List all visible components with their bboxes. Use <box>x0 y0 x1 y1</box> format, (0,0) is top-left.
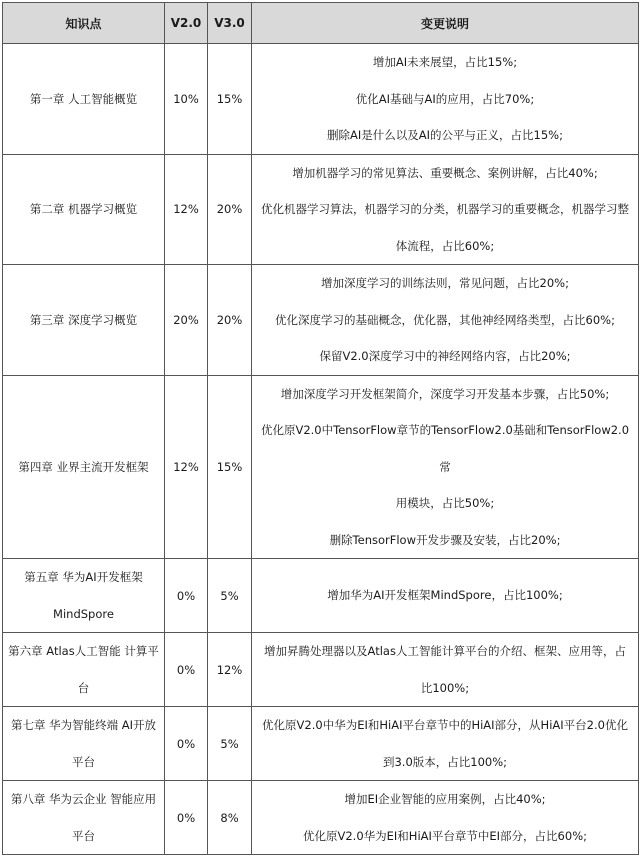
table-row <box>3 707 639 781</box>
chapter-cell <box>3 44 165 155</box>
chapter-line: 第二章 机器学习概览 <box>29 202 138 216</box>
change-line: 优化机器学习算法，机器学习的分类，机器学习的重要概念，机器学习整 <box>261 202 629 216</box>
v3-cell: 20% <box>208 265 252 376</box>
table-row <box>3 44 639 155</box>
change-line: 用模块，占比50%; <box>395 496 495 510</box>
v3-cell: 5% <box>208 559 252 633</box>
change-line: 增加华为AI开发框架MindSpore，占比100%; <box>327 588 563 603</box>
changes-cell <box>252 707 639 781</box>
changes-cell <box>252 633 639 707</box>
change-line: 增加深度学习的训练法则，常见问题，占比20%; <box>321 276 569 290</box>
chapter-line: 第五章 华为AI开发框架 <box>24 570 143 584</box>
v2-cell: 20% <box>165 265 208 376</box>
change-line: 增加EI企业智能的应用案例，占比40%; <box>344 792 546 806</box>
change-line: 优化深度学习的基础概念，优化器，其他神经网络类型，占比60%; <box>275 312 615 327</box>
v3-cell: 15% <box>208 44 252 155</box>
change-line: 优化原V2.0中华为EI和HiAI平台章节中的HiAI部分，从HiAI平台2.0优化 <box>262 718 628 732</box>
change-line: 保留V2.0深度学习中的神经网络内容，占比20%; <box>319 349 571 363</box>
change-line: 增加昇腾处理器以及Atlas人工智能计算平台的介绍、框架、应用等，占 <box>264 644 626 658</box>
v2-cell: 0% <box>165 781 208 855</box>
header-v2: V2.0 <box>165 3 208 44</box>
table-row <box>3 265 639 376</box>
chapter-line: 第六章 Atlas人工智能 <box>8 644 121 658</box>
chapter-line: 第一章 人工智能概览 <box>29 91 138 106</box>
chapter-line: 第三章 深度学习概览 <box>29 312 138 327</box>
header-v3: V3.0 <box>208 3 252 44</box>
chapter-line: 智能应用平台 <box>72 792 157 843</box>
v3-cell: 20% <box>208 154 252 265</box>
chapter-line: AI开放平台 <box>72 718 157 769</box>
chapter-cell <box>3 559 165 633</box>
change-line: 增加机器学习的常见算法、重要概念、案例讲解，占比40%; <box>292 165 598 180</box>
v3-cell: 8% <box>208 781 252 855</box>
table-row <box>3 781 639 855</box>
change-line: 到3.0版本，占比100%; <box>382 754 508 769</box>
change-line: 优化原V2.0华为EI和HiAI平台章节中EI部分，占比60%; <box>302 828 587 843</box>
change-line: 优化AI基础与AI的应用，占比70%; <box>355 91 535 106</box>
change-line: 增加深度学习开发框架简介，深度学习开发基本步骤，占比50%; <box>280 386 610 401</box>
v2-cell: 12% <box>165 154 208 265</box>
table-row <box>3 154 639 265</box>
header-desc: 变更说明 <box>252 3 639 44</box>
chapter-line: MindSpore <box>53 606 114 621</box>
table-row <box>3 559 639 633</box>
v2-cell: 12% <box>165 375 208 559</box>
chapter-cell <box>3 707 165 781</box>
changes-cell <box>252 265 639 376</box>
change-table <box>2 2 639 855</box>
chapter-line: 第八章 华为云企业 <box>10 792 107 806</box>
change-line: 优化原V2.0中TensorFlow章节的TensorFlow2.0基础和TensorFlow2.0常 <box>260 423 630 474</box>
change-line: 增加AI未来展望，占比15%; <box>372 55 518 69</box>
v2-cell: 0% <box>165 707 208 781</box>
v2-cell: 0% <box>165 559 208 633</box>
header-topic: 知识点 <box>3 3 165 44</box>
change-line: 体流程，占比60%; <box>395 238 495 253</box>
chapter-line: 计算平台 <box>77 644 159 695</box>
table-row <box>3 375 639 559</box>
chapter-line: 第七章 华为智能终端 <box>10 718 119 732</box>
v2-cell: 0% <box>165 633 208 707</box>
chapter-cell <box>3 781 165 855</box>
change-line: 删除AI是什么以及AI的公平与正义，占比15%; <box>327 128 563 142</box>
changes-cell <box>252 781 639 855</box>
changes-cell <box>252 375 639 559</box>
v3-cell: 12% <box>208 633 252 707</box>
v2-cell: 10% <box>165 44 208 155</box>
v3-cell: 15% <box>208 375 252 559</box>
chapter-cell <box>3 154 165 265</box>
table-row <box>3 633 639 707</box>
change-line: 删除TensorFlow开发步骤及安装，占比20%; <box>329 532 561 547</box>
changes-cell <box>252 44 639 155</box>
chapter-line: 第四章 业界主流开发框架 <box>18 459 149 474</box>
chapter-cell <box>3 265 165 376</box>
changes-cell <box>252 154 639 265</box>
changes-cell <box>252 559 639 633</box>
chapter-cell <box>3 633 165 707</box>
chapter-cell <box>3 375 165 559</box>
change-line: 比100%; <box>420 680 470 695</box>
v3-cell: 5% <box>208 707 252 781</box>
header-row <box>3 3 639 44</box>
